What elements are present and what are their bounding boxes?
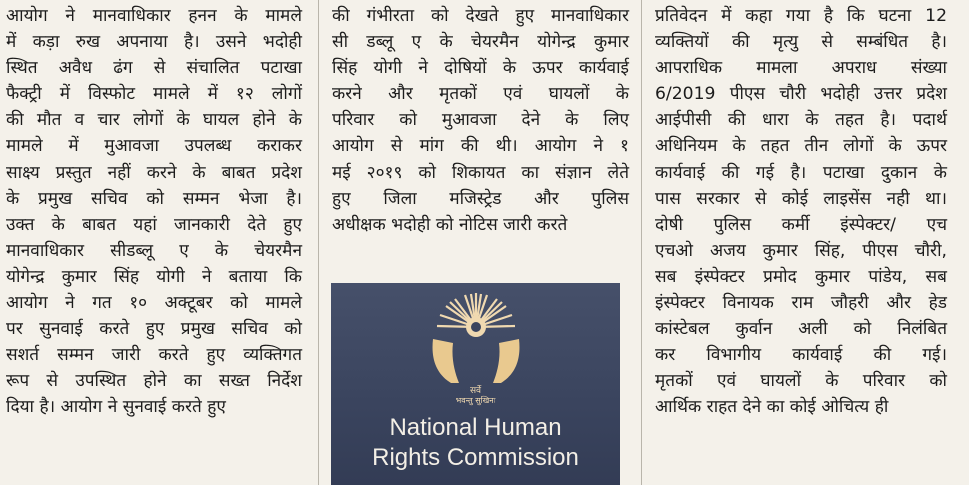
text-line: सी डब्लू ए के चेयरमैन योगेन्द्र कुमार [332, 32, 629, 53]
nhrc-emblem-icon [411, 287, 541, 427]
text-line: फैक्ट्री में विस्फोट मामले में १२ लोगों [6, 84, 302, 105]
text-line: 6/2019 पीएस चौरी भदोही उत्तर प्रदेश [655, 84, 947, 105]
text-line: एचओ अजय कुमार सिंह, पीएस चौरी, [655, 240, 947, 261]
column-divider [641, 0, 642, 485]
text-line: कार्यवाई की गई है। पटाखा दुकान के [655, 162, 947, 183]
text-line: की गंभीरता को देखते हुए मानवाधिकार [332, 6, 629, 26]
emblem-word: सर्वे [469, 386, 482, 396]
text-line: मई २०१९ को शिकायत का संज्ञान लेते [332, 162, 629, 183]
text-line: मृतकों एवं घायलों के परिवार को [655, 371, 947, 392]
text-line: दोषी पुलिस कर्मी इंस्पेक्टर/ एच [655, 214, 947, 235]
text-line: आईपीसी की धारा के तहत है। पदार्थ [655, 110, 947, 131]
emblem-motto: भवन्तु सुखिनः [455, 396, 496, 405]
text-line: में कड़ा रुख अपनाया है। उसने भदोही [6, 32, 302, 53]
text-line: आयोग ने गत १० अक्टूबर को मामले [6, 293, 302, 314]
text-line: साक्ष्य प्रस्तुत नहीं करने के बाबत प्रदेश [6, 162, 302, 183]
text-line: आर्थिक राहत देने का कोई ओचित्य ही [655, 397, 889, 418]
text-line: दिया है। आयोग ने सुनवाई करते हुए [6, 397, 226, 418]
text-line: रूप से उपस्थित होने का सख्त निर्देश [6, 371, 302, 392]
text-line: सब इंस्पेक्टर प्रमोद कुमार पांडेय, सब [655, 266, 947, 287]
text-line: सशर्त सम्मन जारी करते हुए व्यक्तिगत [6, 345, 302, 366]
text-line: के प्रमुख सचिव को सम्मन भेजा है। [6, 188, 302, 209]
commission-name-line2: Rights Commission [372, 444, 579, 471]
text-line: पर सुनवाई करते हुए प्रमुख सचिव को [6, 319, 302, 340]
article-column-3 [655, 3, 947, 421]
text-line: आयोग से मांग की थी। आयोग ने १ [332, 136, 629, 157]
article-column-1 [6, 3, 302, 421]
text-line: मानवाधिकार सीडब्लू ए के चेयरमैन [6, 240, 302, 261]
text-line: अधिनियम के तहत तीन लोगों के ऊपर [655, 136, 947, 157]
text-line: कर विभागीय कार्यवाई की गई। [655, 345, 947, 366]
text-line: व्यक्तियों की मृत्यु से सम्बंधित है। [655, 32, 947, 53]
column-divider [318, 0, 319, 485]
text-line: पास सरकार से कोई लाइसेंस नही था। [655, 188, 947, 209]
text-line: योगेन्द्र कुमार सिंह योगी ने बताया कि [6, 266, 302, 287]
commission-name-line1: National Human [389, 414, 562, 441]
text-line: परिवार को मुआवजा देने के लिए [332, 110, 629, 131]
text-line: आपराधिक मामला अपराध संख्या [655, 58, 947, 79]
text-line: सिंह योगी ने दोषियों के ऊपर कार्यवाई [332, 58, 629, 79]
text-line: आयोग ने मानवाधिकार हनन के मामले [6, 6, 302, 26]
text-line: मामले में मुआवजा उपलब्ध कराकर [6, 136, 302, 157]
article-column-2 [332, 3, 629, 238]
text-line: करने और मृतकों एवं घायलों के [332, 84, 629, 105]
text-line: की मौत व चार लोगों के घायल होने के [6, 110, 302, 131]
text-line: कांस्टेबल कुर्वान अली को निलंबित [655, 319, 947, 340]
text-line: उक्त के बाबत यहां जानकारी देते हुए [6, 214, 302, 235]
text-line: प्रतिवेदन में कहा गया है कि घटना 12 [655, 6, 947, 26]
text-line: हुए जिला मजिस्ट्रेड और पुलिस [332, 188, 629, 209]
text-line: अधीक्षक भदोही को नोटिस जारी करते [332, 214, 568, 235]
commission-name [331, 413, 620, 473]
text-line: स्थित अवैध ढंग से संचालित पटाखा [6, 58, 302, 79]
nhrc-photo [331, 283, 620, 485]
text-line: इंस्पेक्टर विनायक राम जौहरी और हेड [655, 293, 947, 314]
